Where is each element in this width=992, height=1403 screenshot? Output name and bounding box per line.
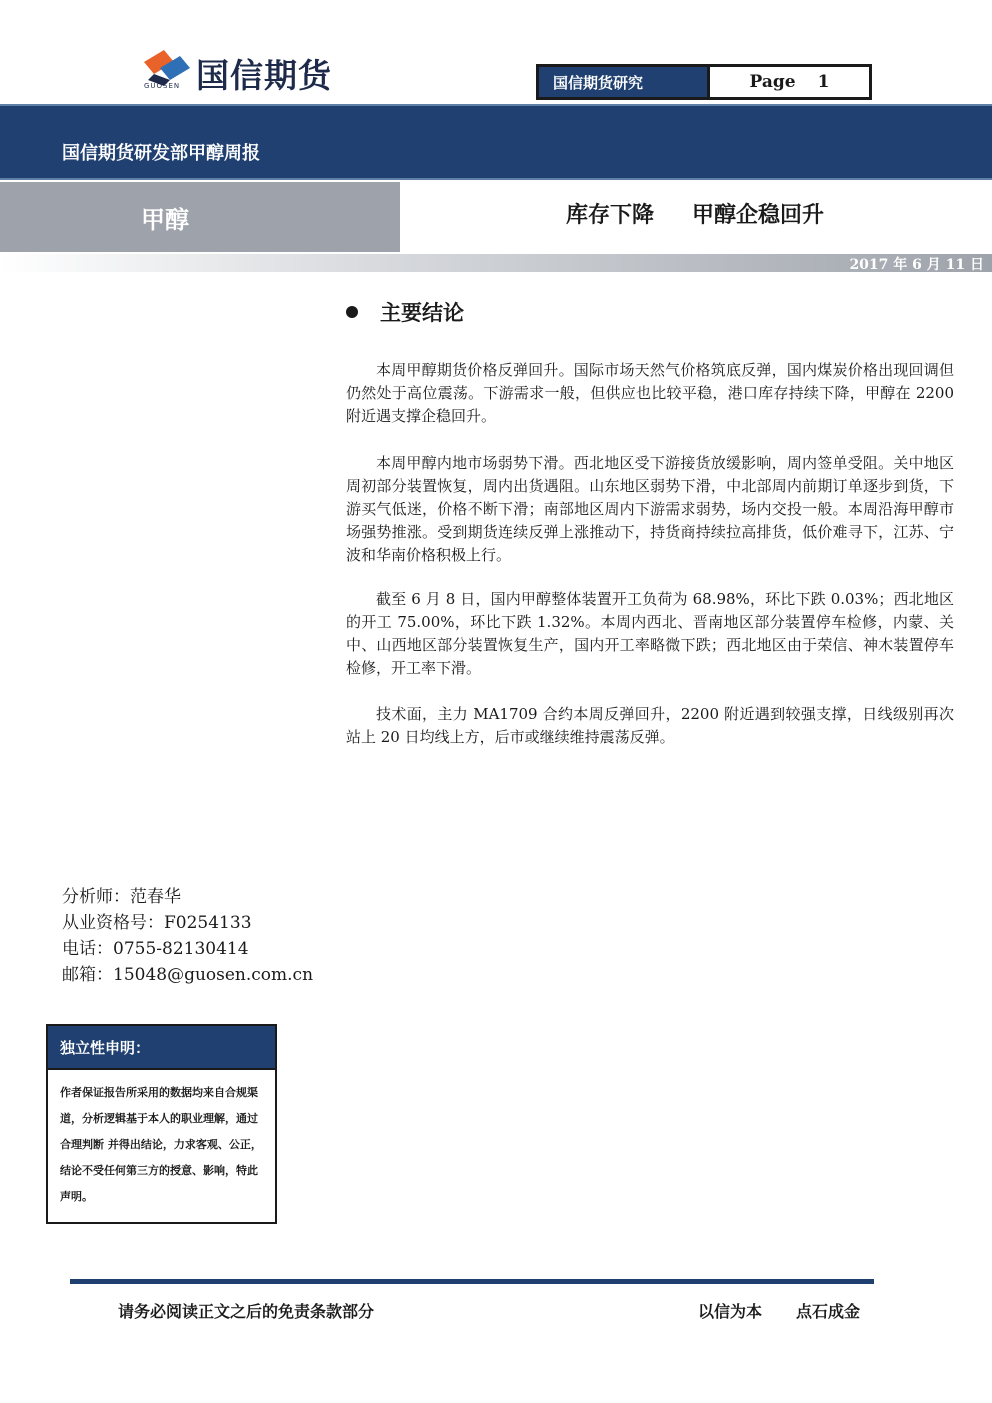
page-indicator xyxy=(707,67,869,97)
company-logo xyxy=(140,48,380,95)
paragraph-2: 本周甲醇内地市场弱势下滑。西北地区受下游接货放缓影响，周内签单受阻。关中地区周初部分装置恢复，周内出货遇阻。山东地区弱势下滑，中北部周内前期订单逐步到货，下游买气低迷，价格不断下滑；南部地区周内下游需求弱势，场内交投一般。本周沿海甲醇市场强势推涨。受到期货连续反弹上涨推动下，持货商持续拉高排货，低价难寻下，江苏、宁波和华南价格积极上行。 xyxy=(346,454,954,564)
research-page-box xyxy=(536,64,872,100)
analyst-email: 邮箱：15048@guosen.com.cn xyxy=(62,965,314,985)
logo-text: 国信期货 xyxy=(196,56,332,95)
analyst-license: 从业资格号：F0254133 xyxy=(62,913,252,933)
analyst-phone: 电话：0755-82130414 xyxy=(62,939,249,959)
analyst-name: 分析师：范春华 xyxy=(62,887,181,907)
independence-statement xyxy=(46,1024,277,1224)
report-date: 2017 年 6 月 11 日 xyxy=(849,257,984,273)
paragraph-3: 截至 6 月 8 日，国内甲醇整体装置开工负荷为 68.98%，环比下跌 0.03%；西北地区的开工 75.00%，环比下跌 1.32%。本周内西北、晋南地区部分装置停车检修，内蒙、关中、山西地区部分装置恢复生产，国内开工率略微下跌；西北地区由于荣信、神木装置停车检修，开工率下滑。 xyxy=(346,590,954,677)
date-bar xyxy=(0,254,992,272)
report-title-bar xyxy=(0,104,992,180)
paragraph-1: 本周甲醇期货价格反弹回升。国际市场天然气价格筑底反弹，国内煤炭价格出现回调但仍然处于高位震荡。下游需求一般，但供应也比较平稳，港口库存持续下降，甲醇在 2200 附近遇支撑企稳回升。 xyxy=(346,361,954,425)
headline xyxy=(400,198,990,229)
category-box xyxy=(0,182,400,252)
section-title: 主要结论 xyxy=(380,300,464,325)
footer-divider xyxy=(70,1279,874,1284)
report-title: 国信期货研发部甲醇周报 xyxy=(62,143,260,164)
statement-title: 独立性申明： xyxy=(48,1026,275,1070)
page-label: Page xyxy=(749,72,796,92)
paragraph-4: 技术面，主力 MA1709 合约本周反弹回升，2200 附近遇到较强支撑，日线级别再次站上 20 日均线上方，后市或继续维持震荡反弹。 xyxy=(346,705,954,746)
bullet-icon xyxy=(346,306,358,318)
footer-slogan-2: 点石成金 xyxy=(796,1302,861,1321)
research-label: 国信期货研究 xyxy=(539,67,707,97)
section-header xyxy=(346,297,464,327)
headline-part1: 库存下降 xyxy=(565,202,654,228)
headline-part2: 甲醇企稳回升 xyxy=(692,202,825,228)
footer-slogan-1: 以信为本 xyxy=(698,1302,763,1321)
footer-disclaimer: 请务必阅读正文之后的免责条款部分 xyxy=(118,1302,375,1321)
category-label: 甲醇 xyxy=(141,204,189,234)
logo-subtext: GUOSEN xyxy=(144,82,181,90)
page-number: 1 xyxy=(817,72,830,92)
statement-body: 作者保证报告所采用的数据均来自合规渠道，分析逻辑基于本人的职业理解，通过合理判断 并得出结论，力求客观、公正，结论不受任何第三方的授意、影响，特此声明。 xyxy=(60,1086,262,1203)
analyst-info xyxy=(62,884,313,988)
footer-slogan xyxy=(698,1299,860,1322)
